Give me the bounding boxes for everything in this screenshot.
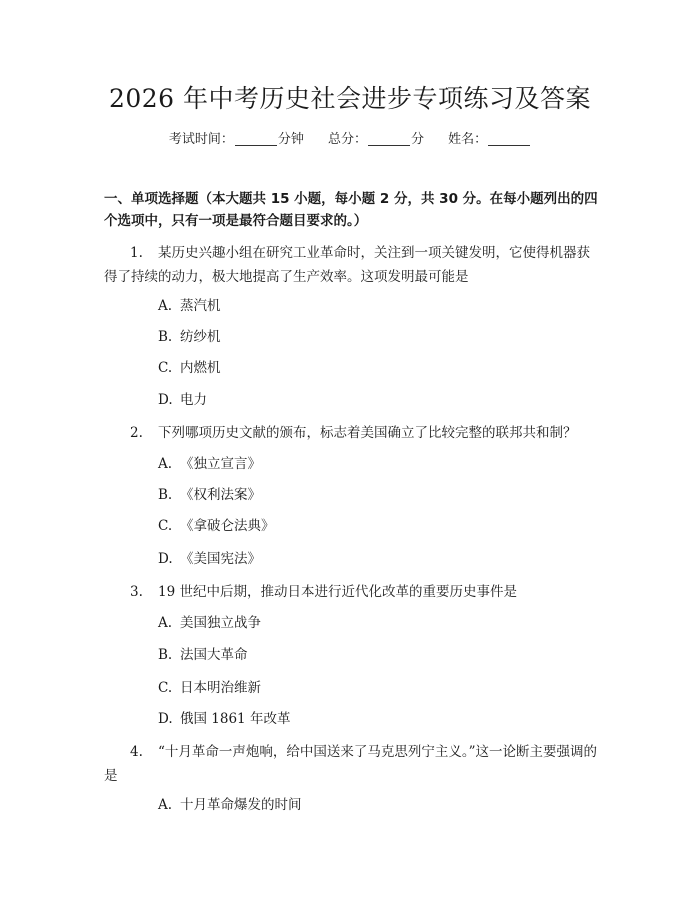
question-text: 下列哪项历史文献的颁布，标志着美国确立了比较完整的联邦共和制？ — [158, 425, 577, 441]
option-text: 十月革命爆发的时间 — [180, 797, 302, 813]
student-name-field — [448, 130, 531, 150]
option-text: 电力 — [180, 392, 207, 408]
question-1-option-d — [158, 390, 207, 410]
question-2-option-b — [158, 485, 261, 505]
question-1-option-b — [158, 327, 221, 347]
question-4-option-a — [158, 795, 302, 815]
option-letter: B. — [158, 647, 173, 663]
question-text: 某历史兴趣小组在研究工业革命时，关注到一项关键发明，它使得机器获得了持续的动力，极大地提高了生产效率。这项发明最可能是 — [104, 245, 590, 285]
total-score-field — [328, 130, 424, 150]
total-score-label: 总分： — [327, 132, 367, 147]
exam-time-blank — [235, 131, 277, 146]
question-1 — [104, 241, 600, 289]
option-letter: C. — [158, 680, 173, 696]
question-number: 3. — [130, 584, 143, 600]
question-number: 1. — [130, 245, 143, 261]
option-text: 法国大革命 — [180, 647, 248, 663]
option-text: 内燃机 — [180, 360, 221, 376]
option-letter: C. — [158, 518, 173, 534]
question-number: 4. — [130, 744, 143, 760]
question-2-option-d — [158, 549, 261, 569]
question-text: 19 世纪中后期，推动日本进行近代化改革的重要历史事件是 — [158, 584, 517, 600]
question-3-option-d — [158, 709, 290, 729]
exam-time-unit: 分钟 — [277, 132, 304, 147]
option-text: 《权利法案》 — [180, 487, 261, 503]
question-1-option-a — [158, 296, 221, 316]
question-3-option-b — [158, 645, 248, 665]
option-letter: B. — [158, 487, 173, 503]
question-2 — [104, 421, 600, 445]
question-4 — [104, 740, 600, 788]
option-text: 纺纱机 — [180, 329, 221, 345]
option-letter: B. — [158, 329, 173, 345]
option-letter: D. — [158, 392, 173, 408]
question-number: 2. — [130, 425, 143, 441]
question-2-option-c — [158, 516, 275, 536]
option-letter: C. — [158, 360, 173, 376]
option-text: 《美国宪法》 — [180, 551, 261, 567]
exam-info-row — [0, 130, 700, 150]
document-title: 2026 年中考历史社会进步专项练习及答案 — [108, 84, 592, 113]
total-score-blank — [368, 131, 410, 146]
question-3 — [104, 580, 600, 604]
question-1-option-c — [158, 358, 221, 378]
exam-time-field — [169, 130, 304, 150]
option-letter: D. — [158, 711, 173, 727]
option-letter: A. — [158, 298, 173, 314]
option-letter: A. — [158, 456, 173, 472]
total-score-unit: 分 — [411, 132, 425, 147]
question-text: “十月革命一声炮响，给中国送来了马克思列宁主义。”这一论断主要强调的是 — [104, 744, 598, 784]
option-letter: D. — [158, 551, 173, 567]
student-name-blank — [488, 131, 530, 146]
question-2-option-a — [158, 454, 261, 474]
option-text: 日本明治维新 — [180, 680, 261, 696]
exam-time-label: 考试时间： — [168, 132, 234, 147]
option-text: 俄国 1861 年改革 — [180, 711, 291, 727]
question-3-option-c — [158, 678, 261, 698]
option-letter: A. — [158, 797, 173, 813]
option-letter: A. — [158, 615, 173, 631]
option-text: 《独立宣言》 — [180, 456, 261, 472]
section-heading: 一、单项选择题（本大题共 15 小题，每小题 2 分，共 30 分。在每小题列出的四个选项中，只有一项是最符合题目要求的。） — [104, 191, 598, 229]
option-text: 《拿破仑法典》 — [180, 518, 275, 534]
student-name-label: 姓名： — [448, 132, 488, 147]
option-text: 蒸汽机 — [180, 298, 221, 314]
option-text: 美国独立战争 — [180, 615, 261, 631]
question-3-option-a — [158, 613, 261, 633]
